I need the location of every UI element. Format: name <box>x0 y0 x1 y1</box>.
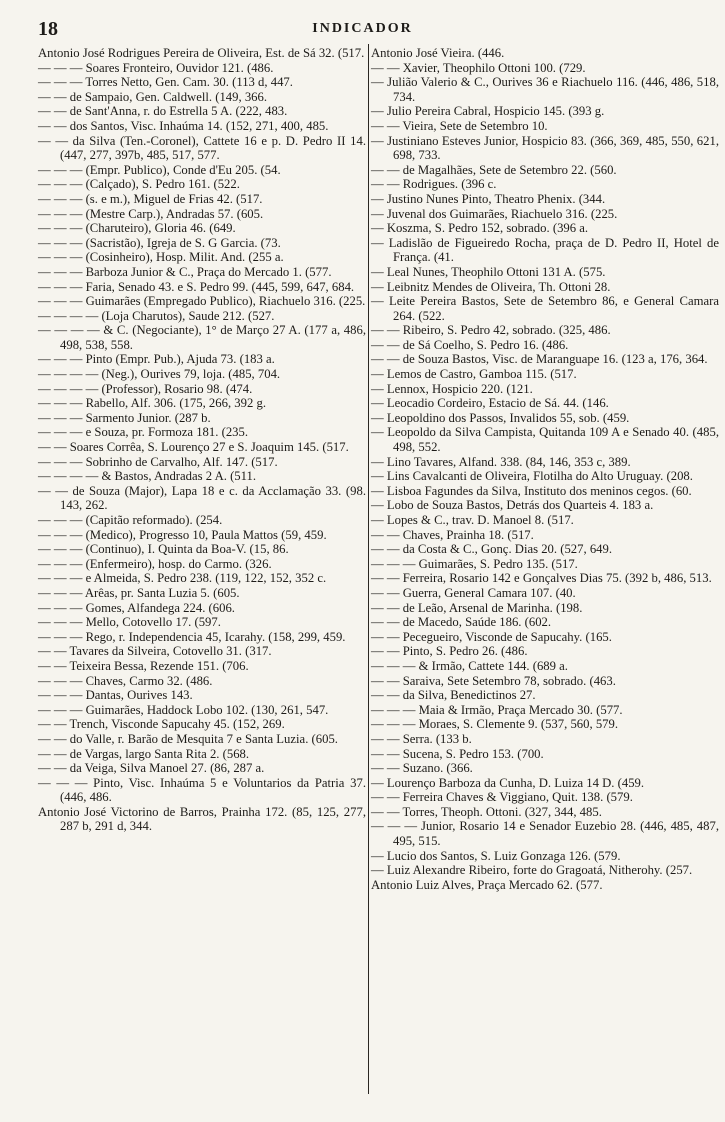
directory-entry: Antonio José Rodrigues Pereira de Oliveira, Est. de Sá 32. (517. <box>38 46 365 60</box>
directory-entry: — — Guerra, General Camara 107. (40. <box>371 585 576 600</box>
directory-entry: — Leocadio Cordeiro, Estacio de Sá. 44. (146. <box>371 396 609 411</box>
left-column <box>38 46 366 834</box>
directory-entry: — — Vieira, Sete de Setembro 10. <box>371 118 548 133</box>
directory-entry: — — — Moraes, S. Clemente 9. (537, 560, 579. <box>371 717 619 732</box>
directory-entry: — Lemos de Castro, Gamboa 115. (517. <box>371 367 577 382</box>
directory-entry: — — — Dantas, Ourives 143. <box>38 688 193 703</box>
right-column <box>371 46 719 892</box>
directory-entry: — Leite Pereira Bastos, Sete de Setembro 86, e General Camara 264. (522. <box>371 294 719 323</box>
directory-entry: — Luiz Alexandre Ribeiro, forte do Gragoatá, Nitherohy. (257. <box>371 863 693 878</box>
directory-entry: — Ladislão de Figueiredo Rocha, praça de D. Pedro II, Hotel de França. (41. <box>371 235 719 265</box>
directory-entry: — — Soares Corrêa, S. Lourenço 27 e S. Joaquim 145. (517. <box>38 440 349 455</box>
directory-entry: — — de Sant'Anna, r. do Estrella 5 A. (222, 483. <box>38 104 288 119</box>
directory-entry: — Leopoldo da Silva Campista, Quitanda 109 A e Senado 40. (485, 498, 552. <box>371 425 719 455</box>
directory-entry: — — de Souza Bastos, Visc. de Maranguape 16. (123 a, 176, 364. <box>371 352 708 367</box>
directory-entry: — Lobo de Souza Bastos, Detrás dos Quarteis 4. 183 a. <box>371 498 654 513</box>
directory-entry: — Leopoldino dos Passos, Invalidos 55, sob. (459. <box>371 410 630 425</box>
directory-entry: — — da Silva, Benedictinos 27. <box>371 688 536 703</box>
directory-entry: — — — (s. e m.), Miguel de Frias 42. (517. <box>38 191 263 206</box>
directory-entry: — — — Faria, Senado 43. e S. Pedro 99. (445, 599, 647, 684. <box>38 279 355 294</box>
directory-entry: — — — (Mestre Carp.), Andradas 57. (605. <box>38 206 264 221</box>
directory-entry: — — — (Charuteiro), Gloria 46. (649. <box>38 221 236 236</box>
page-header <box>0 18 725 40</box>
directory-entry: — — — Arêas, pr. Santa Luzia 5. (605. <box>38 585 240 600</box>
directory-entry: — — Ferreira Chaves & Viggiano, Quit. 138. (579. <box>371 790 633 805</box>
directory-entry: — — — Junior, Rosario 14 e Senador Euzebio 28. (446, 485, 487, 495, 515. <box>371 819 719 849</box>
directory-entry: — Lennox, Hospicio 220. (121. <box>371 381 533 396</box>
directory-entry: — Lins Cavalcanti de Oliveira, Flotilha do Alto Uruguay. (208. <box>371 469 693 484</box>
directory-entry: — — — — & Bastos, Andradas 2 A. (511. <box>38 469 257 484</box>
directory-entry: — — Suzano. (366. <box>371 761 473 776</box>
directory-entry: — Justino Nunes Pinto, Theatro Phenix. (344. <box>371 191 606 206</box>
directory-entry: — — — (Capitão reformado). (254. <box>38 513 223 527</box>
directory-entry: — Juvenal dos Guimarães, Riachuelo 316. (225. <box>371 206 618 221</box>
page-number: 18 <box>38 18 58 40</box>
directory-entry: — Julião Valerio & C., Ourives 36 e Riachuelo 116. (446, 486, 518, 734. <box>371 75 719 104</box>
directory-entry: — — — — (Loja Charutos), Saude 212. (527. <box>38 308 275 323</box>
directory-entry: — — de Sá Coelho, S. Pedro 16. (486. <box>371 337 569 352</box>
directory-entry: — Lino Tavares, Alfand. 338. (84, 146, 353 c, 389. <box>371 454 631 469</box>
running-head: INDICADOR <box>312 21 413 36</box>
directory-entry: — — Sucena, S. Pedro 153. (700. <box>371 746 544 761</box>
directory-entry: — — — (Empr. Publico), Conde d'Eu 205. (54. <box>38 162 281 177</box>
directory-entry: — — — Pinto, Visc. Inhaúma 5 e Voluntarios da Patria 37. (446, 486. <box>38 775 366 805</box>
directory-entry: — — da Silva (Ten.-Coronel), Cattete 16 e p. D. Pedro II 14. (447, 277, 397b, 485, 517, 577. <box>38 133 366 163</box>
directory-entry: Antonio Luiz Alves, Praça Mercado 62. (577. <box>371 877 603 892</box>
directory-entry: — — — Guimarães (Empregado Publico), Riachuelo 316. (225. <box>38 294 366 309</box>
directory-entry: — — de Macedo, Saúde 186. (602. <box>371 615 552 630</box>
directory-entry: — — — (Calçado), S. Pedro 161. (522. <box>38 177 240 192</box>
directory-entry: — — — — (Professor), Rosario 98. (474. <box>38 381 253 396</box>
directory-entry: — Lourenço Barboza da Cunha, D. Luiza 14 D. (459. <box>371 775 645 790</box>
directory-entry: — — da Veiga, Silva Manoel 27. (86, 287 a. <box>38 761 265 776</box>
directory-entry: — — — Torres Netto, Gen. Cam. 30. (113 d, 447. <box>38 75 293 90</box>
directory-entry: — — Torres, Theoph. Ottoni. (327, 344, 485. <box>371 804 602 819</box>
directory-entry: Antonio José Vieira. (446. <box>371 46 505 60</box>
directory-entry: — — Ferreira, Rosario 142 e Gonçalves Dias 75. (392 b, 486, 513. <box>371 571 712 586</box>
directory-entry: — — — Guimarães, Haddock Lobo 102. (130, 261, 547. <box>38 702 329 717</box>
directory-entry: — — Teixeira Bessa, Rezende 151. (706. <box>38 658 249 673</box>
directory-entry: — Julio Pereira Cabral, Hospicio 145. (393 g. <box>371 104 605 119</box>
directory-entry: — — dos Santos, Visc. Inhaúma 14. (152, 271, 400, 485. <box>38 118 329 133</box>
directory-entry: — — Saraiva, Sete Setembro 78, sobrado. (463. <box>371 673 616 688</box>
directory-entry: — — — Barboza Junior & C., Praça do Mercado 1. (577. <box>38 264 332 279</box>
directory-entry: — Lisboa Fagundes da Silva, Instituto dos meninos cegos. (60. <box>371 483 692 498</box>
directory-entry: — — — Maia & Irmão, Praça Mercado 30. (577. <box>371 702 623 717</box>
directory-entry: — — — (Enfermeiro), hosp. do Carmo. (326. <box>38 556 272 571</box>
directory-entry: — — — Pinto (Empr. Pub.), Ajuda 73. (183 a. <box>38 352 275 367</box>
directory-entry: — — — Sarmento Junior. (287 b. <box>38 410 211 425</box>
directory-entry: — — — (Medico), Progresso 10, Paula Mattos (59, 459. <box>38 527 327 542</box>
directory-entry: — — de Sampaio, Gen. Caldwell. (149, 366. <box>38 89 268 104</box>
directory-entry: — — Xavier, Theophilo Ottoni 100. (729. <box>371 60 586 75</box>
directory-entry: — — — Rabello, Alf. 306. (175, 266, 392 g. <box>38 396 267 411</box>
directory-entry: — — de Vargas, largo Santa Rita 2. (568. <box>38 746 250 761</box>
directory-entry: — — Serra. (133 b. <box>371 731 472 746</box>
directory-entry: — — — — & C. (Negociante), 1° de Março 27 A. (177 a, 486, 498, 538, 558. <box>38 323 366 352</box>
directory-entry: — — — Guimarães, S. Pedro 135. (517. <box>371 556 578 571</box>
directory-entry: — — Tavares da Silveira, Cotovello 31. (317. <box>38 644 272 659</box>
directory-entry: — Koszma, S. Pedro 152, sobrado. (396 a. <box>371 221 589 236</box>
column-divider <box>368 44 369 1094</box>
directory-entry: — — Pinto, S. Pedro 26. (486. <box>371 644 528 659</box>
directory-entry: — — — (Continuo), I. Quinta da Boa-V. (15, 86. <box>38 542 289 557</box>
directory-entry: — Justiniano Esteves Junior, Hospicio 83. (366, 369, 485, 550, 621, 698, 733. <box>371 133 719 163</box>
directory-entry: — — — (Cosinheiro), Hosp. Milit. And. (255 a. <box>38 250 284 265</box>
directory-entry: — — — Chaves, Carmo 32. (486. <box>38 673 213 688</box>
directory-entry: — — — Sobrinho de Carvalho, Alf. 147. (517. <box>38 454 278 469</box>
directory-entry: — — Trench, Visconde Sapucahy 45. (152, 269. <box>38 717 285 732</box>
directory-entry: — Lucio dos Santos, S. Luiz Gonzaga 126. (579. <box>371 848 621 863</box>
directory-entry: — — — — (Neg.), Ourives 79, loja. (485, 704. <box>38 367 281 382</box>
directory-entry: — — de Leão, Arsenal de Marinha. (198. <box>371 600 583 615</box>
directory-entry: — — — & Irmão, Cattete 144. (689 a. <box>371 658 568 673</box>
directory-entry: — — Pecegueiro, Visconde de Sapucahy. (165. <box>371 629 612 644</box>
directory-entry: — Leibnitz Mendes de Oliveira, Th. Ottoni 28. <box>371 279 611 294</box>
directory-entry: Antonio José Victorino de Barros, Prainha 172. (85, 125, 277, 287 b, 291 d, 344. <box>38 804 366 834</box>
directory-entry: — — — Gomes, Alfandega 224. (606. <box>38 600 235 615</box>
directory-entry: — — do Valle, r. Barão de Mesquita 7 e Santa Luzia. (605. <box>38 731 338 746</box>
directory-entry: — — — Rego, r. Independencia 45, Icarahy. (158, 299, 459. <box>38 629 346 644</box>
directory-entry: — — — (Sacristão), Igreja de S. G Garcia. (73. <box>38 235 281 250</box>
directory-entry: — — — e Souza, pr. Formoza 181. (235. <box>38 425 249 440</box>
directory-entry: — — de Souza (Major), Lapa 18 e c. da Acclamação 33. (98. 143, 262. <box>38 483 366 513</box>
directory-entry: — — Chaves, Prainha 18. (517. <box>371 527 534 542</box>
directory-entry: — — Ribeiro, S. Pedro 42, sobrado. (325, 486. <box>371 323 611 338</box>
directory-entry: — — — Mello, Cotovello 17. (597. <box>38 615 221 630</box>
directory-entry: — — da Costa & C., Gonç. Dias 20. (527, 649. <box>371 542 613 557</box>
directory-entry: — — Rodrigues. (396 c. <box>371 177 497 192</box>
directory-entry: — — — e Almeida, S. Pedro 238. (119, 122, 152, 352 c. <box>38 571 327 586</box>
directory-entry: — — de Magalhães, Sete de Setembro 22. (560. <box>371 162 617 177</box>
directory-entry: — — — Soares Fronteiro, Ouvidor 121. (486. <box>38 60 274 75</box>
directory-entry: — Lopes & C., trav. D. Manoel 8. (517. <box>371 513 574 527</box>
directory-entry: — Leal Nunes, Theophilo Ottoni 131 A. (575. <box>371 264 606 279</box>
